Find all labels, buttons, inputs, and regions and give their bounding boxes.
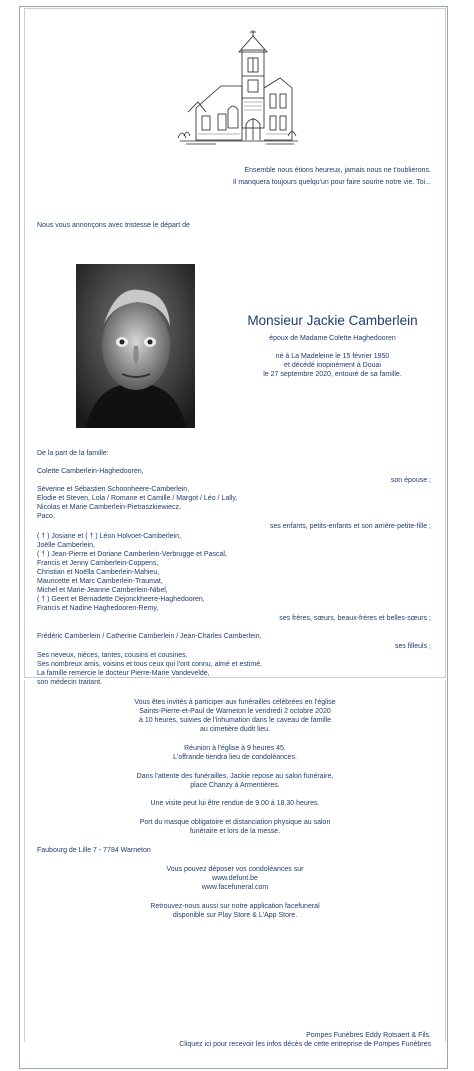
quote-line-2: Il manquera toujours quelqu'un pour faire sourire notre vie. Toi... xyxy=(232,179,431,186)
deceased-photo xyxy=(76,264,195,428)
relation-line: ses enfants, petits-enfants et son arrière-petite-fille ; xyxy=(269,523,431,530)
app-line-2: disponible sur Play Store & L'App Store. xyxy=(172,912,298,919)
family-line: Elodie et Steven, Lola / Romane et Camille / Margot / Léo / Lally, xyxy=(37,495,238,502)
family-line: Nicolas et Marie Camberlein-Pietraszkiewiecz, xyxy=(37,504,181,511)
family-line: Mauricette et Marc Camberlein-Traumat, xyxy=(37,578,163,585)
spouse-line: époux de Madame Colette Haghedooren xyxy=(269,335,396,342)
family-line: Francis et Jenny Camberlein-Coppens, xyxy=(37,560,159,567)
defunt-link[interactable]: www.defunt.be xyxy=(212,875,258,882)
family-line: son médecin traitant. xyxy=(37,679,102,686)
invite-line-4: au cimetière dudit lieu. xyxy=(199,726,271,733)
family-line: Francis et Nadine Haghedooren-Remy, xyxy=(37,605,159,612)
family-line: Christian et Noëlla Camberlein-Mahieu, xyxy=(37,569,160,576)
funeral-company: Pompes Funèbres Eddy Rotsaert & Fils. xyxy=(306,1032,431,1039)
condolences-line: Vous pouvez déposer vos condoléances sur xyxy=(166,866,304,873)
subscribe-link[interactable]: Cliquez ici pour recevoir les infos décès de cette entreprise de Pompes Funèbres xyxy=(179,1041,431,1048)
quote-line-1: Ensemble nous étions heureux, jamais nous ne t'oublierons. xyxy=(244,167,431,174)
family-line: Ses nombreux amis, voisins et tous ceux qui l'ont connu, aimé et estimé. xyxy=(37,661,263,668)
family-line: Colette Camberlein-Haghedooren, xyxy=(37,468,144,475)
app-line-1: Retrouvez-nous aussi sur notre application facefuneral xyxy=(150,903,320,910)
funeral-address: Faubourg de Lille 7 - 7784 Warneton xyxy=(37,847,151,854)
relation-line: ses frères, sœurs, beaux-frères et belles-sœurs ; xyxy=(279,615,431,622)
invite-line-2: Saints-Pierre-et-Paul de Warneton le vendredi 2 octobre 2020 xyxy=(139,708,331,715)
family-header: De la part de la famille: xyxy=(37,450,109,457)
birth-line: né à La Madeleine le 15 février 1950 xyxy=(275,353,390,360)
church-illustration xyxy=(176,28,300,153)
relation-line: son épouse ; xyxy=(390,477,431,484)
visit-line: Une visite peut lui être rendue de 9.00 à 18.30 heures. xyxy=(150,800,320,807)
meeting-line-2: L'offrande tiendra lieu de condoléances. xyxy=(173,754,297,761)
rest-line-1: Dans l'attente des funérailles, Jackie repose au salon funéraire, xyxy=(136,773,334,780)
rest-line-2: place Chanzy à Armentières. xyxy=(190,782,280,789)
family-line: Frédéric Camberlein / Catherine Camberlein / Jean-Charles Camberlein, xyxy=(37,633,262,640)
family-line: ( † ) Josiane et ( † ) Léon Holvoet-Camberlein, xyxy=(37,533,181,540)
family-line: Paco, xyxy=(37,513,55,520)
family-line: Michel et Marie-Jeanne Camberlein-Nibel, xyxy=(37,587,168,594)
facefuneral-link[interactable]: www.facefuneral.com xyxy=(201,884,269,891)
family-line: Joëlle Camberlein, xyxy=(37,542,95,549)
family-line: ( † ) Jean-Pierre et Doriane Camberlein-Verbrugge et Pascal, xyxy=(37,551,227,558)
death-date-line: le 27 septembre 2020, entouré de sa famille. xyxy=(263,371,402,378)
funeral-info-panel xyxy=(24,680,446,1042)
meeting-line-1: Réunion à l'église à 9 heures 45. xyxy=(184,745,286,752)
invite-line-3: à 10 heures, suivies de l'inhumation dans le caveau de famille xyxy=(138,717,331,724)
family-line: La famille remercie le docteur Pierre-Marie Vandevelde, xyxy=(37,670,210,677)
deceased-name: Monsieur Jackie Camberlein xyxy=(247,313,418,328)
family-line: Séverine et Sébastien Schoonheere-Camberlein, xyxy=(37,486,190,493)
relation-line: ses filleuls ; xyxy=(394,643,431,650)
death-line: et décédé inopinément à Douai xyxy=(284,362,381,369)
intro-text: Nous vous annonçons avec tristesse le départ de xyxy=(37,222,190,229)
invite-line-1: Vous êtes invités à participer aux funérailles célébrées en l'église xyxy=(134,699,336,706)
family-line: ( † ) Geert et Bernadette Dejonckheere-Haghedooren, xyxy=(37,596,205,603)
mask-line-1: Port du masque obligatoire et distanciation physique au salon xyxy=(139,819,331,826)
mask-line-2: funéraire et lors de la messe. xyxy=(189,828,281,835)
family-line: Ses neveux, nièces, tantes, cousins et cousines, xyxy=(37,652,188,659)
